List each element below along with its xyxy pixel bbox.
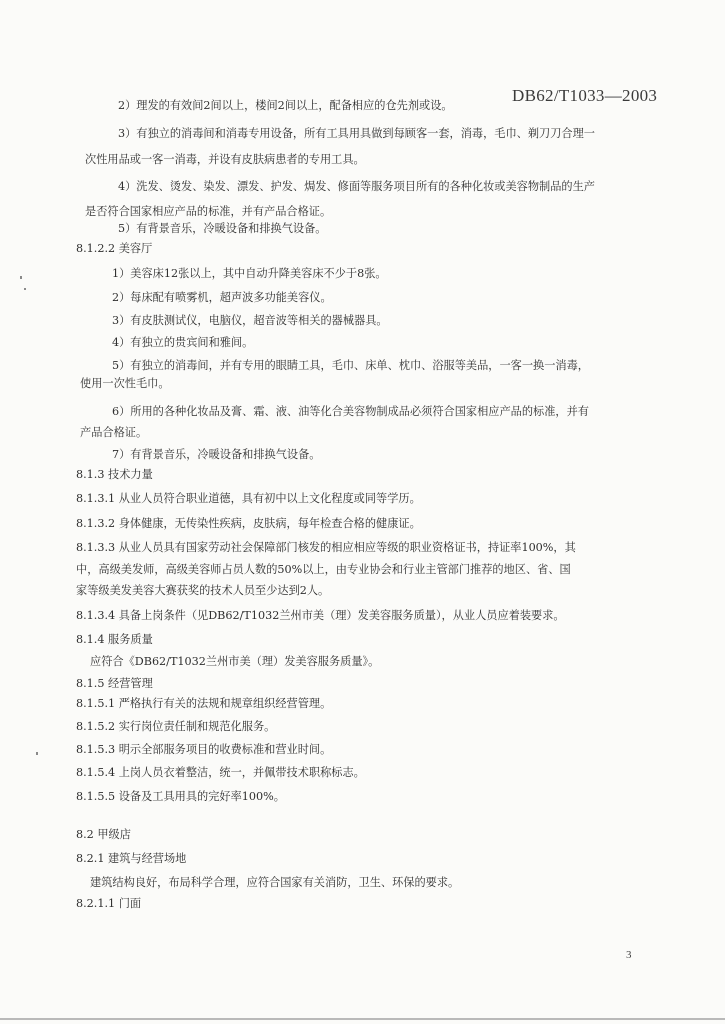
section-heading: 8.1.5 经营管理 [76, 677, 153, 690]
text-line: 产品合格证。 [80, 426, 148, 439]
section-heading: 8.2 甲级店 [76, 828, 131, 841]
text-line: 家等级美发美容大赛获奖的技术人员至少达到2人。 [76, 584, 330, 597]
scan-speck [20, 276, 22, 279]
text-line: 是否符合国家相应产品的标准，并有产品合格证。 [85, 205, 332, 218]
page-number: 3 [626, 949, 632, 961]
text-line: 6）所用的各种化妆品及膏、霜、液、油等化合美容物制成品必须符合国家相应产品的标准，并有 [112, 405, 589, 418]
text-line: 建筑结构良好，布局科学合理，应符合国家有关消防，卫生、环保的要求。 [90, 876, 460, 889]
text-line: 3）有独立的消毒间和消毒专用设备，所有工具用具做到每顾客一套，消毒，毛巾、剃刀刀合理一 [118, 127, 595, 140]
section-heading: 8.1.3 技术力量 [76, 468, 153, 481]
text-line: 8.1.5.4 上岗人员衣着整洁，统一，并佩带技术职称标志。 [76, 766, 365, 779]
text-line: 8.1.3.1 从业人员符合职业道德，具有初中以上文化程度或同等学历。 [76, 492, 421, 505]
text-line: 使用一次性毛巾。 [80, 377, 170, 390]
text-line: 应符合《DB62/T1032兰州市美（理）发美容服务质量》。 [90, 655, 380, 668]
text-line: 5）有独立的消毒间，并有专用的眼睛工具，毛巾、床单、枕巾、浴服等美品，一客一换一消毒， [112, 359, 589, 372]
text-line: 8.1.3.4 具备上岗条件（见DB62/T1032兰州市美（理）发美容服务质量），从业人员应着装要求。 [76, 609, 565, 622]
text-line: 5）有背景音乐，冷暖设备和排换气设备。 [118, 222, 327, 235]
text-line: 8.1.3.2 身体健康，无传染性疾病，皮肤病，每年检查合格的健康证。 [76, 517, 421, 530]
document-code: DB62/T1033—2003 [512, 86, 658, 105]
text-line: 3）有皮肤测试仪，电脑仪，超音波等相关的器械器具。 [112, 314, 388, 327]
text-line: 1）美容床12张以上，其中自动升降美容床不少于8张。 [112, 267, 387, 280]
text-line: 4）洗发、烫发、染发、漂发、护发、焗发、修面等服务项目所有的各种化妆或美容物制品的生产 [118, 180, 595, 193]
text-line: 8.1.5.5 设备及工具用具的完好率100%。 [76, 790, 285, 803]
text-line: 8.1.5.1 严格执行有关的法规和规章组织经营管理。 [76, 697, 332, 710]
text-line: 4）有独立的贵宾间和雅间。 [112, 336, 254, 349]
text-line: 2）理发的有效间2间以上，楼间2间以上，配备相应的仓先剂或设。 [118, 99, 453, 112]
scan-speck [24, 288, 26, 290]
scan-edge [0, 1018, 725, 1020]
section-heading: 8.1.2.2 美容厅 [76, 242, 153, 255]
text-line: 8.1.5.2 实行岗位责任制和规范化服务。 [76, 720, 276, 733]
section-heading: 8.2.1.1 门面 [76, 897, 142, 910]
section-heading: 8.2.1 建筑与经营场地 [76, 852, 187, 865]
text-line: 2）每床配有喷雾机，超声波多功能美容仪。 [112, 291, 332, 304]
text-line: 7）有背景音乐，冷暖设备和排换气设备。 [112, 448, 321, 461]
text-line: 次性用品或一客一消毒，并设有皮肤病患者的专用工具。 [85, 153, 365, 166]
text-line: 中，高级美发师，高级美容师占员人数的50%以上，由专业协会和行业主管部门推荐的地区、省、国 [76, 563, 571, 576]
text-line: 8.1.3.3 从业人员具有国家劳动社会保障部门核发的相应相应等级的职业资格证书，持证率100%，其 [76, 541, 576, 554]
section-heading: 8.1.4 服务质量 [76, 633, 153, 646]
scan-speck [36, 752, 38, 755]
text-line: 8.1.5.3 明示全部服务项目的收费标准和营业时间。 [76, 743, 332, 756]
